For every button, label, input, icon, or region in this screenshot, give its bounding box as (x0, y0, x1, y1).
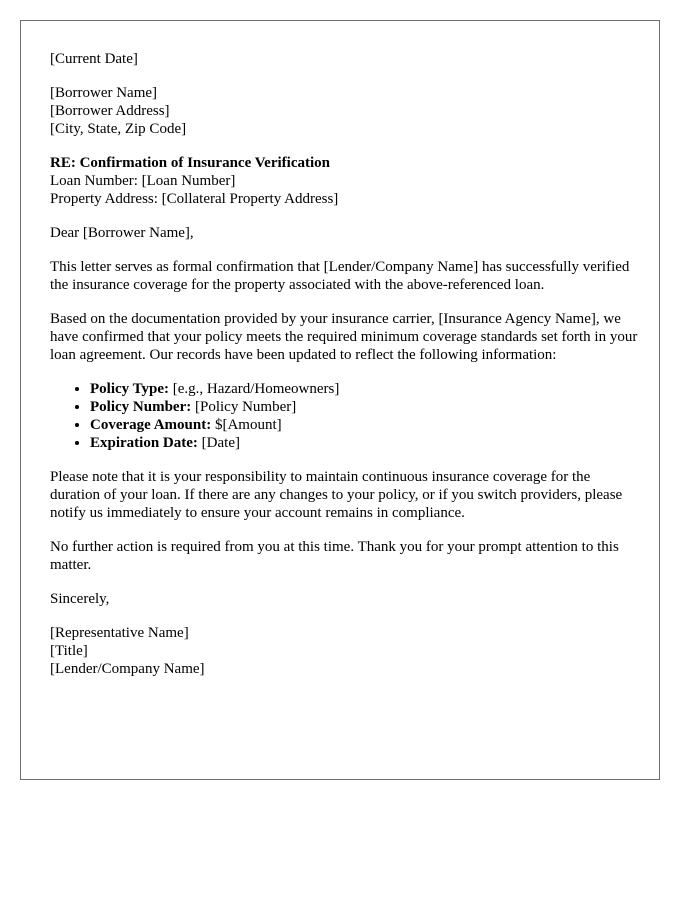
list-item (90, 416, 640, 434)
coverage-amount-value: $[Amount] (211, 417, 282, 433)
signature-block (50, 624, 640, 678)
paragraph-responsibility: Please note that it is your responsibility to maintain continuous insurance coverage for the duration of your loan. If there are any changes to your policy, or if you switch providers, please notify us immediately to ensure your account remains in compliance. (50, 469, 623, 521)
reference-block (50, 154, 640, 208)
policy-type-label: Policy Type: (90, 381, 170, 397)
expiration-date-label: Expiration Date: (90, 435, 198, 451)
coverage-amount-label: Coverage Amount: (90, 417, 212, 433)
recipient-address: [Borrower Address] (50, 103, 170, 119)
letter-body (50, 50, 640, 694)
paragraph-closing-note: No further action is required from you at this time. Thank you for your prompt attention to this matter. (50, 539, 619, 573)
policy-number-label: Policy Number: (90, 399, 192, 415)
letter-frame (20, 20, 660, 780)
policy-number-value: [Policy Number] (191, 399, 297, 415)
recipient-city-state-zip: [City, State, Zip Code] (50, 121, 187, 137)
letter-date: [Current Date] (50, 51, 138, 67)
signature-company: [Lender/Company Name] (50, 661, 205, 677)
property-address-line: Property Address: [Collateral Property Address] (50, 191, 339, 207)
list-item (90, 380, 640, 398)
salutation: Dear [Borrower Name], (50, 225, 194, 241)
signature-name: [Representative Name] (50, 625, 189, 641)
expiration-date-value: [Date] (197, 435, 240, 451)
re-line: RE: Confirmation of Insurance Verification (50, 155, 330, 171)
list-item (90, 434, 640, 452)
loan-number-line: Loan Number: [Loan Number] (50, 173, 236, 189)
signature-title: [Title] (50, 643, 88, 659)
policy-type-value: [e.g., Hazard/Homeowners] (169, 381, 340, 397)
paragraph-confirmation: This letter serves as formal confirmation that [Lender/Company Name] has successfully verified the insurance coverage for the property associated with the above-referenced loan. (50, 259, 630, 293)
recipient-name: [Borrower Name] (50, 85, 158, 101)
list-item (90, 398, 640, 416)
closing: Sincerely, (50, 591, 110, 607)
paragraph-documentation: Based on the documentation provided by your insurance carrier, [Insurance Agency Name], we have confirmed that your policy meets the required minimum coverage standards set forth in your loan agreement. Our records have been updated to reflect the following information: (50, 311, 638, 363)
recipient-block (50, 84, 640, 138)
policy-details-list (50, 380, 640, 452)
